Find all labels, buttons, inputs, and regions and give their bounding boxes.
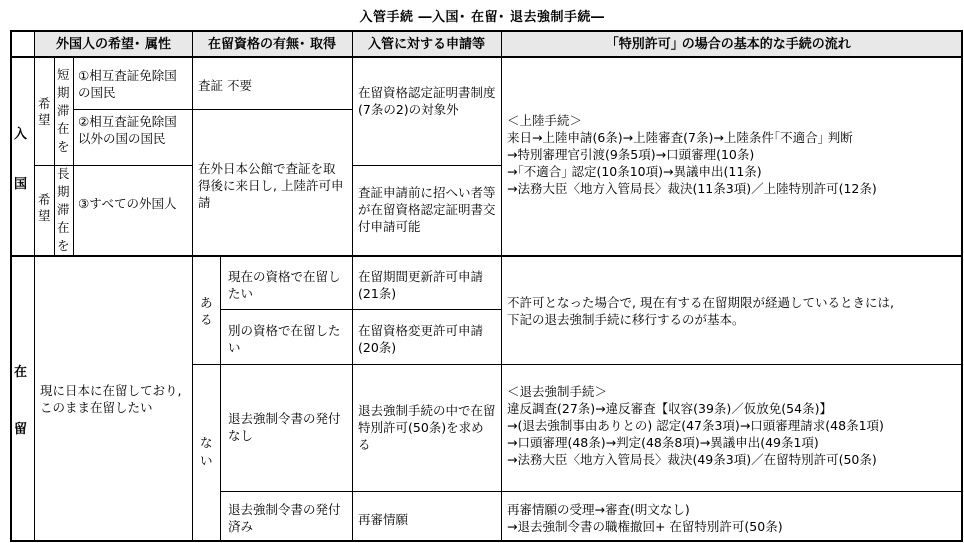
stay-attr: 現に日本に在留しており, このまま在留したい	[40, 383, 182, 415]
entry-attr-all: ③すべての外国人	[78, 196, 177, 211]
entry-status-no-visa: 査証 不要	[198, 78, 252, 93]
long-stay-label: 長期滞在を	[57, 166, 70, 253]
stay-status-renewal: 現在の資格で在留したい	[228, 269, 341, 301]
entry-app-coe-exempt: 在留資格認定証明書制度(7条の2)の対象外	[358, 85, 496, 117]
stay-status-no-order: 退去強制令書の発付なし	[228, 411, 341, 443]
entry-attr-visa-exempt: ①相互査証免除国の国民	[78, 68, 177, 100]
stay-app-special-permission: 退去強制手続の中で在留特別許可(50条)を求める	[358, 403, 496, 452]
stay-app-renewal: 在留期間更新許可申請(21条)	[358, 269, 484, 301]
status-aru: ある	[200, 295, 213, 327]
long-stay-kibou: 希望	[38, 192, 51, 223]
stay-label-top: 在	[14, 365, 28, 380]
entry-attr-non-exempt: ②相互査証免除国以外の国の国民	[78, 114, 177, 146]
header-flow: ｢特別許可｣ の場合の基本的な手続の流れ	[501, 31, 962, 57]
stay-status-change: 別の資格で在留したい	[228, 323, 341, 355]
header-attributes: 外国人の希望･ 属性	[35, 31, 192, 57]
short-stay-label: 短期滞在を	[57, 67, 70, 154]
landing-procedure-flow: ＜上陸手続＞ 来日→上陸申請(6条)→上陸審査(7条)→上陸条件｢不適合｣ 判断 →特別審理官引渡(9条5項)→口頭審理(10条) →｢不適合｣ 認定(10条10項)→異議申出(11条) →法務大臣〈地方入管局長〉裁決(11条3項)／上陸特別許可(12条)	[507, 113, 877, 196]
denial-note-flow: 不許可となった場合で, 現在有する在留期限が経過しているときには, 下記の退去強制手続に移行するのが基本。	[507, 295, 894, 327]
deportation-procedure-flow: ＜退去強制手続＞ 違反調査(27条)→違反審査【収容(39条)／仮放免(54条)】 →(退去強制事由ありとの) 認定(47条3項)→口頭審理請求(48条1項) →口頭審理(48条)→判定(48条8項)→異議申出(49条1項) →法務大臣〈地方入管局長〉裁決(49条3項)／在留特別許可(50条)	[507, 384, 884, 467]
short-stay-kibou: 希望	[38, 96, 51, 127]
stay-status-order-issued: 退去強制令書の発付済み	[228, 502, 341, 534]
entry-label-bottom: 国	[14, 177, 28, 192]
header-status: 在留資格の有無･ 取得	[192, 31, 352, 57]
header-application: 入管に対する申請等	[352, 31, 501, 57]
reconsideration-flow: 再審情願の受理→審査(明文なし) →退去強制令書の職権撤回+ 在留特別許可(50条)	[507, 502, 783, 534]
entry-label-top: 入	[14, 127, 28, 142]
stay-app-reconsideration: 再審情願	[358, 512, 409, 527]
entry-status-visa: 在外日本公館で査証を取得後に来日し, 上陸許可申請	[198, 161, 344, 210]
stay-label-mid: 留	[14, 422, 28, 437]
entry-app-coe: 査証申請前に招へい者等が在留資格認定証明書交付申請可能	[358, 185, 496, 234]
document-title: 入管手続 ―入国･ 在留･ 退去強制手続―	[359, 10, 605, 25]
status-nai: ない	[200, 435, 213, 468]
stay-app-change: 在留資格変更許可申請(20条)	[358, 323, 484, 355]
